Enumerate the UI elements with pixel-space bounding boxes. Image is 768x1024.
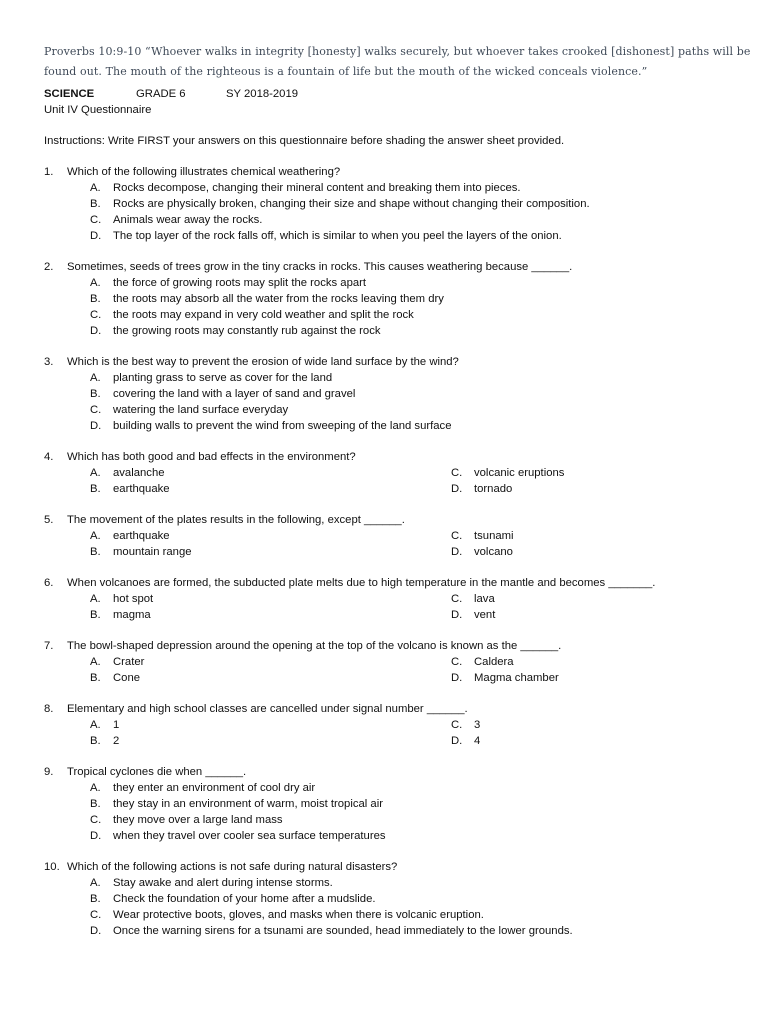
option-text: earthquake	[113, 530, 170, 542]
question-number: 2.	[44, 261, 54, 273]
option-text: 3	[474, 719, 481, 731]
option-text: tornado	[474, 483, 513, 495]
option-letter: C.	[90, 909, 102, 921]
school-year-label: SY 2018-2019	[226, 88, 299, 100]
option-letter: A.	[90, 277, 101, 289]
option-letter: A.	[90, 372, 101, 384]
option-text: vent	[474, 609, 496, 621]
option-letter: B.	[90, 672, 101, 684]
option-text: Check the foundation of your home after a mudslide.	[113, 893, 376, 905]
option-letter: C.	[90, 214, 102, 226]
option-text: Magma chamber	[474, 672, 559, 684]
question-number: 6.	[44, 577, 54, 589]
option-text: Once the warning sirens for a tsunami are sounded, head immediately to the lower grounds.	[113, 925, 573, 937]
option-text: Cone	[113, 672, 141, 684]
option-text: they enter an environment of cool dry air	[113, 782, 316, 794]
question-text: Tropical cyclones die when ______.	[67, 766, 247, 778]
question-text: Elementary and high school classes are cancelled under signal number ______.	[67, 703, 468, 715]
option-text: Animals wear away the rocks.	[113, 214, 263, 226]
option-text: The top layer of the rock falls off, which is similar to when you peel the layers of the onion.	[113, 230, 562, 242]
option-text: avalanche	[113, 467, 165, 479]
option-text: Stay awake and alert during intense storms.	[113, 877, 333, 889]
question-text: Which of the following actions is not safe during natural disasters?	[67, 861, 398, 873]
option-letter: B.	[90, 609, 101, 621]
option-text: 2	[113, 735, 120, 747]
option-text: magma	[113, 609, 151, 621]
option-letter: C.	[451, 467, 463, 479]
option-letter: C.	[90, 404, 102, 416]
option-text: volcano	[474, 546, 513, 558]
option-text: planting grass to serve as cover for the land	[113, 372, 333, 384]
option-text: they stay in an environment of warm, moist tropical air	[113, 798, 383, 810]
option-letter: D.	[451, 546, 463, 558]
option-letter: B.	[90, 798, 101, 810]
option-text: the roots may expand in very cold weather and split the rock	[113, 309, 414, 321]
option-text: lava	[474, 593, 495, 605]
question-text: The bowl-shaped depression around the opening at the top of the volcano is known as the ______.	[67, 640, 562, 652]
option-text: the force of growing roots may split the rocks apart	[113, 277, 367, 289]
option-text: volcanic eruptions	[474, 467, 565, 479]
option-text: building walls to prevent the wind from sweeping of the land surface	[113, 420, 452, 432]
option-text: they move over a large land mass	[113, 814, 283, 826]
option-letter: A.	[90, 182, 101, 194]
option-text: Rocks are physically broken, changing their size and shape without changing their composition.	[113, 198, 590, 210]
question-number: 1.	[44, 166, 54, 178]
option-letter: C.	[451, 530, 463, 542]
question-number: 10.	[44, 861, 60, 873]
option-text: the roots may absorb all the water from the rocks leaving them dry	[113, 293, 444, 305]
option-letter: C.	[90, 309, 102, 321]
question-number: 8.	[44, 703, 54, 715]
question-text: Sometimes, seeds of trees grow in the tiny cracks in rocks. This causes weathering because ______.	[67, 261, 573, 273]
option-text: when they travel over cooler sea surface temperatures	[113, 830, 386, 842]
option-letter: D.	[90, 420, 102, 432]
option-letter: B.	[90, 546, 101, 558]
option-text: earthquake	[113, 483, 170, 495]
option-text: tsunami	[474, 530, 514, 542]
option-text: the growing roots may constantly rub against the rock	[113, 325, 381, 337]
instructions: Instructions: Write FIRST your answers on this questionnaire before shading the answer sheet provided.	[44, 135, 565, 147]
option-letter: A.	[90, 530, 101, 542]
option-letter: B.	[90, 483, 101, 495]
unit-title: Unit IV Questionnaire	[44, 104, 152, 116]
option-text: covering the land with a layer of sand and gravel	[113, 388, 356, 400]
question-text: Which is the best way to prevent the erosion of wide land surface by the wind?	[67, 356, 459, 368]
question-number: 7.	[44, 640, 54, 652]
option-letter: A.	[90, 467, 101, 479]
proverb-quote: Proverbs 10:9-10 “Whoever walks in integrity [honesty] walks securely, but whoever takes crooked [dishonest] paths will be found out. The mouth of the righteous is a fountain of life but the mouth of the wicked conceals violence.”	[44, 45, 751, 78]
option-letter: C.	[451, 719, 463, 731]
option-letter: B.	[90, 388, 101, 400]
question-number: 9.	[44, 766, 54, 778]
option-letter: D.	[90, 925, 102, 937]
question-number: 5.	[44, 514, 54, 526]
option-letter: D.	[451, 672, 463, 684]
option-letter: A.	[90, 656, 101, 668]
option-text: Crater	[113, 656, 145, 668]
option-letter: C.	[90, 814, 102, 826]
option-letter: D.	[451, 483, 463, 495]
option-text: Caldera	[474, 656, 514, 668]
option-letter: D.	[451, 735, 463, 747]
option-letter: A.	[90, 877, 101, 889]
option-letter: A.	[90, 719, 101, 731]
option-letter: A.	[90, 782, 101, 794]
option-letter: B.	[90, 893, 101, 905]
option-text: Rocks decompose, changing their mineral content and breaking them into pieces.	[113, 182, 521, 194]
option-letter: B.	[90, 198, 101, 210]
option-text: 4	[474, 735, 481, 747]
option-letter: D.	[90, 230, 102, 242]
option-text: 1	[113, 719, 120, 731]
option-text: hot spot	[113, 593, 154, 605]
question-text: Which of the following illustrates chemical weathering?	[67, 166, 341, 178]
option-text: Wear protective boots, gloves, and masks when there is volcanic eruption.	[113, 909, 484, 921]
option-text: mountain range	[113, 546, 192, 558]
option-letter: D.	[90, 830, 102, 842]
option-letter: C.	[451, 593, 463, 605]
option-text: watering the land surface everyday	[113, 404, 289, 416]
option-letter: D.	[451, 609, 463, 621]
option-letter: B.	[90, 293, 101, 305]
question-text: When volcanoes are formed, the subducted plate melts due to high temperature in the mantle and becomes _______.	[67, 577, 656, 589]
question-number: 3.	[44, 356, 54, 368]
question-text: The movement of the plates results in the following, except ______.	[67, 514, 405, 526]
question-number: 4.	[44, 451, 54, 463]
question-text: Which has both good and bad effects in the environment?	[67, 451, 356, 463]
option-letter: D.	[90, 325, 102, 337]
subject-label: SCIENCE	[44, 88, 95, 100]
option-letter: A.	[90, 593, 101, 605]
grade-label: GRADE 6	[136, 88, 186, 100]
option-letter: B.	[90, 735, 101, 747]
option-letter: C.	[451, 656, 463, 668]
